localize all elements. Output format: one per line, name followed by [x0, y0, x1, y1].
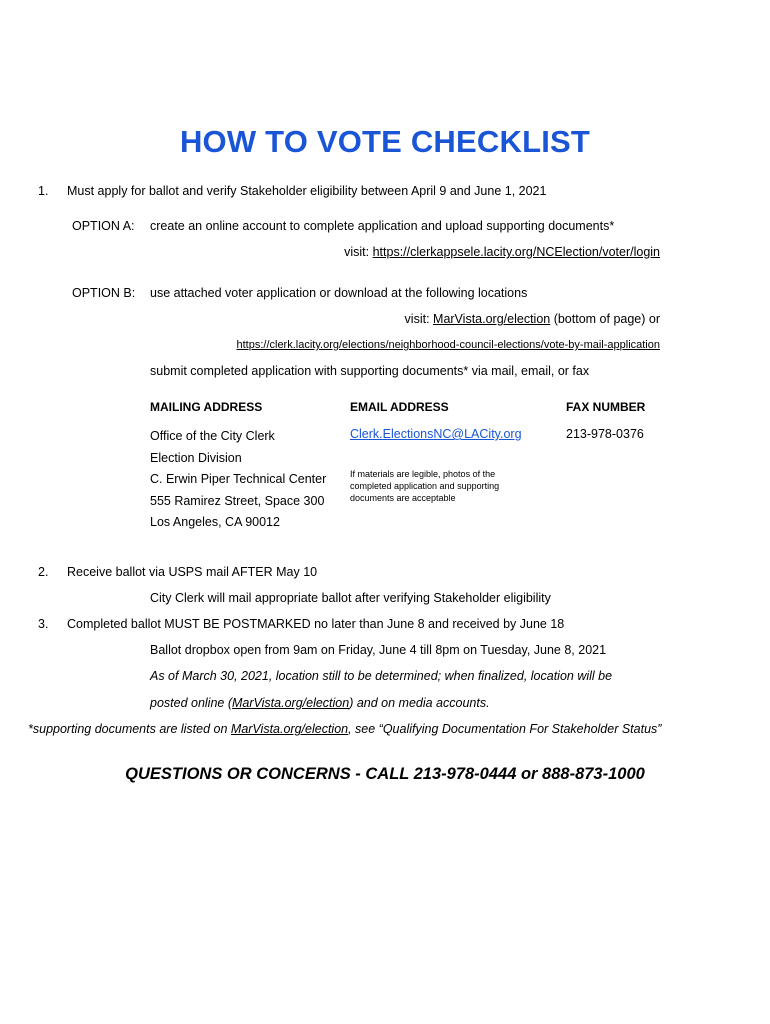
- mailing-address-header: MAILING ADDRESS: [150, 400, 263, 414]
- option-a-url-link[interactable]: https://clerkappsele.lacity.org/NCElection/voter/login: [372, 245, 660, 259]
- footnote-prefix: *supporting documents are listed on: [28, 722, 231, 736]
- footnote: [28, 721, 661, 737]
- option-b-site-suffix: (bottom of page) or: [550, 312, 660, 326]
- page-title: HOW TO VOTE CHECKLIST: [179, 124, 591, 159]
- mailing-address-line: 555 Ramirez Street, Space 300: [150, 493, 325, 508]
- option-b-site-link[interactable]: MarVista.org/election: [433, 312, 551, 326]
- footnote-suffix: , see “Qualifying Documentation For Stakeholder Status”: [348, 722, 662, 736]
- step-3-site-link[interactable]: MarVista.org/election: [232, 696, 350, 710]
- option-a-visit-prefix: visit:: [344, 245, 373, 259]
- option-b-label: OPTION B:: [72, 286, 136, 300]
- step-3-posted-prefix: posted online (: [150, 696, 233, 710]
- option-a-text: create an online account to complete application and upload supporting documents*: [150, 219, 615, 233]
- email-address-header: EMAIL ADDRESS: [350, 400, 449, 414]
- option-b-submit-text: submit completed application with supporting documents* via mail, email, or fax: [150, 364, 590, 378]
- mailing-address-line: Election Division: [150, 450, 242, 465]
- option-b-text: use attached voter application or download at the following locations: [150, 286, 528, 300]
- mailing-address-line: Office of the City Clerk: [150, 429, 275, 443]
- footnote-link[interactable]: MarVista.org/election: [230, 722, 349, 736]
- step-3-number: 3.: [38, 617, 49, 631]
- fax-number: 213-978-0376: [566, 427, 644, 441]
- step-1-number: 1.: [38, 184, 49, 198]
- option-a-visit-line: [344, 244, 660, 260]
- option-b-visit-line: [405, 311, 660, 327]
- step-2-detail: City Clerk will mail appropriate ballot after verifying Stakeholder eligibility: [150, 591, 551, 605]
- mailing-address-line: C. Erwin Piper Technical Center: [150, 472, 327, 486]
- questions-contact-line: QUESTIONS OR CONCERNS - CALL 213-978-0444 or 888-873-1000: [125, 765, 645, 783]
- step-3-posted-suffix: ) and on media accounts.: [349, 696, 490, 710]
- step-3-posted-line: [150, 695, 490, 711]
- email-note: If materials are legible, photos of the completed application and supporting documents are acceptable: [350, 469, 500, 503]
- step-1-text: Must apply for ballot and verify Stakeholder eligibility between April 9 and June 1, 2021: [67, 184, 547, 198]
- option-b-visit-prefix: visit:: [404, 312, 434, 326]
- mailing-address-line: Los Angeles, CA 90012: [150, 515, 280, 529]
- step-3-text: Completed ballot MUST BE POSTMARKED no later than June 8 and received by June 18: [67, 617, 565, 631]
- option-b-url-link[interactable]: https://clerk.lacity.org/elections/neighborhood-council-elections/vote-by-mail-application: [236, 339, 660, 351]
- email-address-link[interactable]: Clerk.ElectionsNC@LACity.org: [350, 427, 522, 441]
- fax-number-header: FAX NUMBER: [566, 400, 646, 414]
- option-a-label: OPTION A:: [72, 219, 135, 233]
- step-3-dropbox-detail: Ballot dropbox open from 9am on Friday, June 4 till 8pm on Tuesday, June 8, 2021: [150, 643, 607, 657]
- step-2-number: 2.: [38, 565, 49, 579]
- step-2-text: Receive ballot via USPS mail AFTER May 10: [67, 565, 318, 579]
- mailing-address-block: [150, 426, 326, 534]
- step-3-location-detail: As of March 30, 2021, location still to be determined; when finalized, location will be: [150, 669, 613, 683]
